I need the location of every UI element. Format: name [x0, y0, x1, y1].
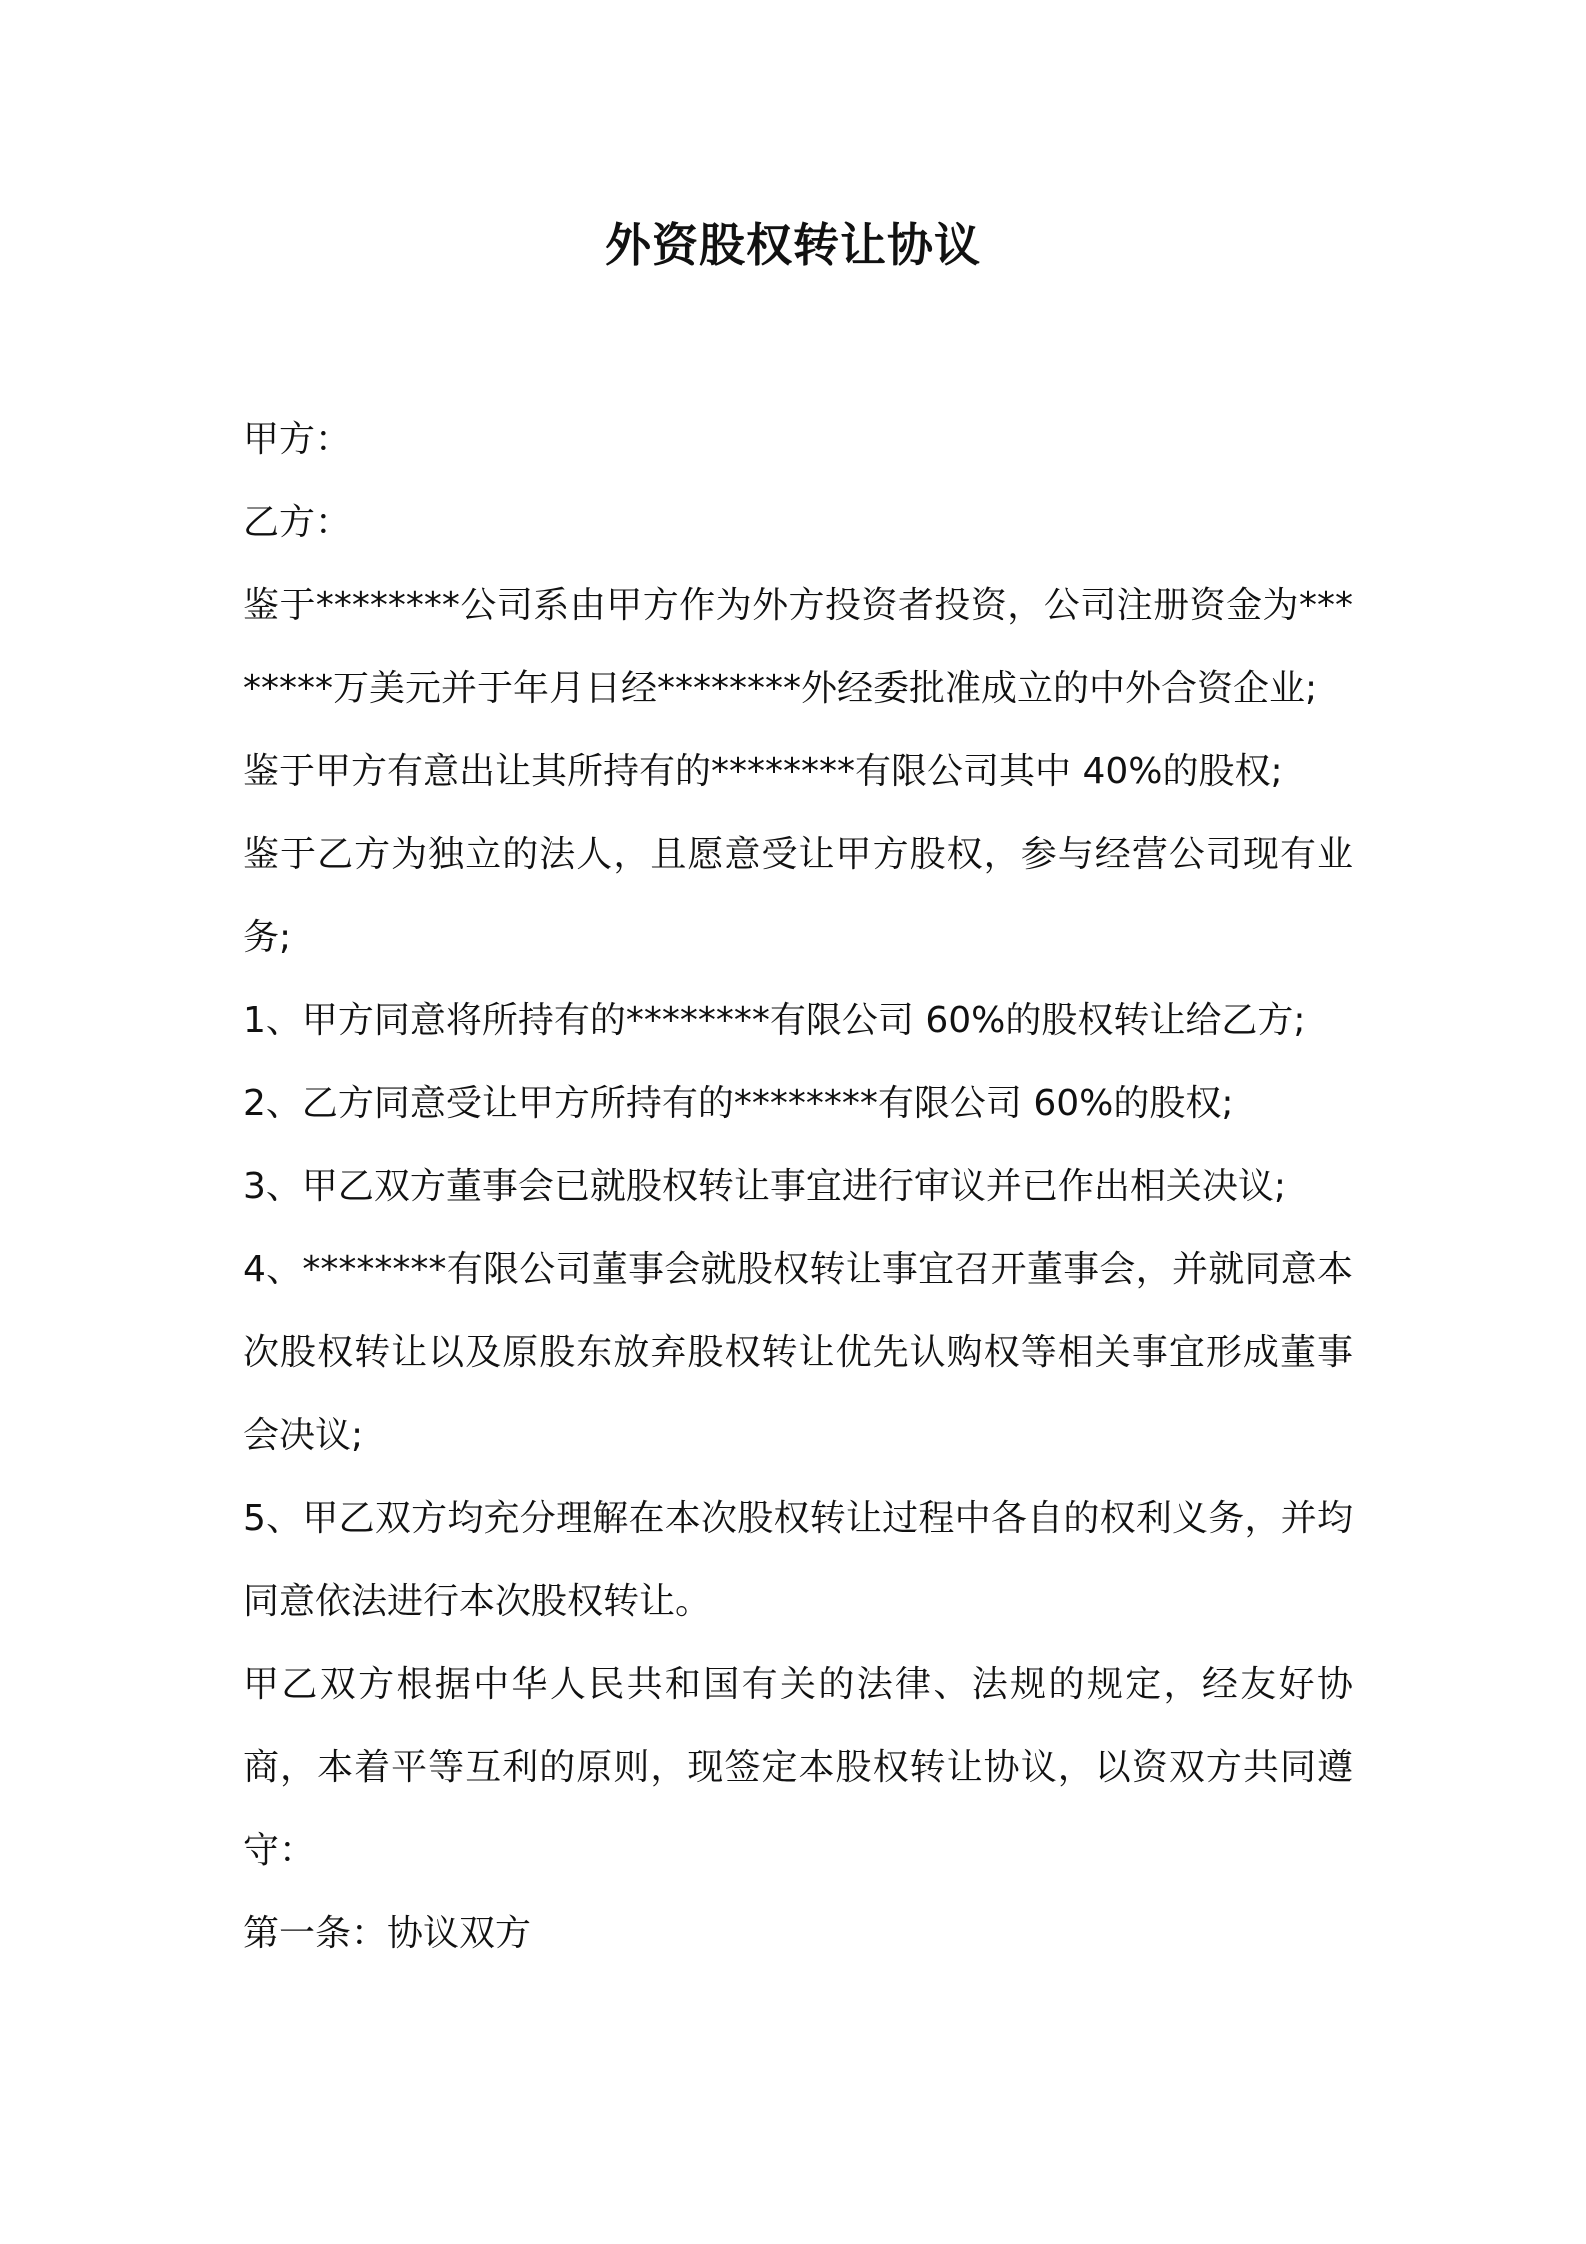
- document-body: [243, 398, 1353, 1975]
- recital-paragraph: 鉴于********公司系由甲方作为外方投资者投资，公司注册资金为********万美元并于年月日经********外经委批准成立的中外合资企业;: [243, 585, 1353, 709]
- party-b-line: 乙方：: [243, 502, 352, 543]
- numbered-clause: 5、甲乙双方均充分理解在本次股权转让过程中各自的权利义务，并均同意依法进行本次股权转让。: [243, 1498, 1353, 1622]
- party-a-line: 甲方：: [243, 419, 352, 460]
- recital-paragraph: 鉴于乙方为独立的法人，且愿意受让甲方股权，参与经营公司现有业务;: [243, 834, 1353, 958]
- numbered-clause: 3、甲乙双方董事会已就股权转让事宜进行审议并已作出相关决议;: [243, 1166, 1287, 1207]
- article-heading: 第一条：协议双方: [243, 1913, 532, 1954]
- document-title: 外资股权转让协议: [605, 218, 981, 272]
- numbered-clause: 4、********有限公司董事会就股权转让事宜召开董事会，并就同意本次股权转让以及原股东放弃股权转让优先认购权等相关事宜形成董事会决议;: [243, 1249, 1353, 1456]
- recital-paragraph: 鉴于甲方有意出让其所持有的********有限公司其中 40%的股权;: [243, 751, 1283, 792]
- numbered-clause: 1、甲方同意将所持有的********有限公司 60%的股权转让给乙方;: [243, 1000, 1306, 1041]
- preamble-paragraph: 甲乙双方根据中华人民共和国有关的法律、法规的规定，经友好协商，本着平等互利的原则，现签定本股权转让协议，以资双方共同遵守：: [243, 1664, 1353, 1871]
- numbered-clause: 2、乙方同意受让甲方所持有的********有限公司 60%的股权;: [243, 1083, 1234, 1124]
